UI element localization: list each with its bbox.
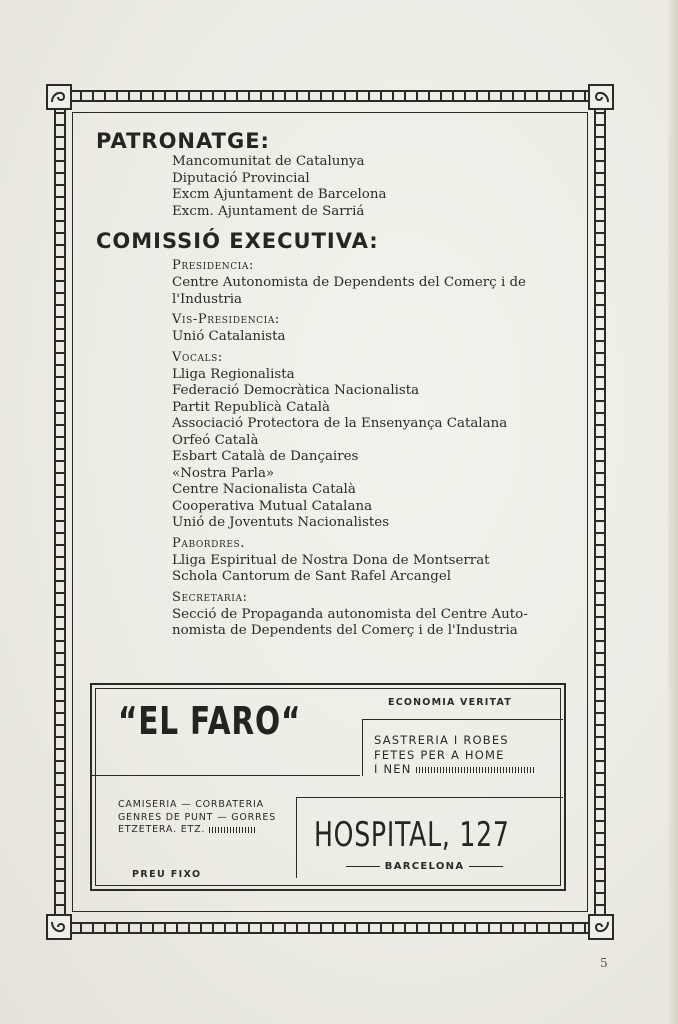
- pabordres-list: [172, 553, 576, 586]
- list-item: Diputació Provincial: [172, 170, 310, 186]
- list-item: Schola Cantorum de Sant Rafel Arcangel: [172, 569, 452, 584]
- comissio-heading: COMISSIÓ EXECUTIVA:: [96, 229, 379, 253]
- list-item: Excm. Ajuntament de Sarriá: [172, 203, 365, 219]
- vocals-list: [172, 367, 576, 532]
- list-item: Secció de Propaganda autonomista del Centre Auto-: [172, 606, 528, 622]
- greek-key-border-bottom: [68, 922, 592, 934]
- goods-text: [118, 799, 276, 837]
- list-item: Cooperativa Mutual Catalana: [172, 498, 373, 514]
- list-item: Unió Catalanista: [172, 329, 286, 344]
- patronatge-heading: PATRONATGE:: [96, 129, 270, 153]
- list-item: l'Industria: [172, 291, 242, 307]
- list-item: Esbart Català de Dançaires: [172, 449, 359, 464]
- greek-key-border-right: [594, 106, 606, 918]
- list-item: Lliga Espiritual de Nostra Dona de Montserrat: [172, 552, 490, 568]
- services-text: [374, 733, 536, 777]
- secretaria-list: [172, 607, 576, 640]
- greek-key-border-top: [68, 90, 592, 102]
- list-item: Excm Ajuntament de Barcelona: [172, 187, 387, 202]
- corner-ornament-icon: [46, 84, 72, 110]
- ad-city: BARCELONA: [346, 861, 503, 872]
- goods-line: ETZETERA. ETZ.: [118, 824, 276, 837]
- section-title-presidencia: Presidencia:: [172, 258, 254, 273]
- section-title-vis-presidencia: Vis-Presidencia:: [172, 312, 280, 327]
- ad-slogan: ECONOMIA VERITAT: [388, 697, 512, 708]
- page-edge: [668, 0, 678, 1024]
- corner-ornament-icon: [588, 914, 614, 940]
- list-item: Mancomunitat de Catalunya: [172, 154, 365, 169]
- list-item: nomista de Dependents del Comerç i de l'Industria: [172, 623, 518, 638]
- ad-divider: [92, 775, 360, 776]
- list-item: Unió de Joventuts Nacionalistes: [172, 515, 390, 530]
- list-item: Partit Republicà Català: [172, 399, 331, 415]
- list-item: Lliga Regionalista: [172, 366, 295, 382]
- presidencia-list: [172, 275, 576, 308]
- vis-presidencia-list: [172, 329, 576, 346]
- section-title-vocals: Vocals:: [172, 349, 223, 365]
- leader-dots: [209, 827, 257, 833]
- goods-line: CAMISERIA — CORBATERIA: [118, 799, 264, 810]
- list-item: Centre Autonomista de Dependents del Comerç i de: [172, 275, 526, 290]
- page-number: 5: [600, 956, 608, 970]
- corner-ornament-icon: [46, 914, 72, 940]
- section-title-secretaria: Secretaria:: [172, 589, 248, 605]
- list-item: Federació Democràtica Nacionalista: [172, 383, 420, 398]
- list-item: Associació Protectora de la Ensenyança Catalana: [172, 416, 508, 431]
- list-item: «Nostra Parla»: [172, 465, 275, 481]
- list-item: Centre Nacionalista Català: [172, 482, 356, 497]
- goods-line: GENRES DE PUNT — GORRES: [118, 811, 277, 823]
- service-line: I NEN: [374, 762, 536, 777]
- patronatge-list: [172, 154, 576, 220]
- service-line: FETES PER A HOME: [374, 747, 505, 762]
- committee-content: [96, 128, 576, 640]
- ad-price: PREU FIXO: [132, 869, 202, 880]
- list-item: Orfeó Català: [172, 432, 259, 448]
- el-faro-advertisement: [90, 683, 566, 891]
- greek-key-border-left: [54, 106, 66, 918]
- ad-address: HOSPITAL, 127: [314, 815, 510, 855]
- section-title-pabordres: Pabordres.: [172, 535, 246, 551]
- leader-dots: [416, 767, 536, 773]
- corner-ornament-icon: [588, 84, 614, 110]
- service-line: SASTRERIA I ROBES: [374, 733, 509, 747]
- ad-title: “EL FARO“: [118, 699, 302, 743]
